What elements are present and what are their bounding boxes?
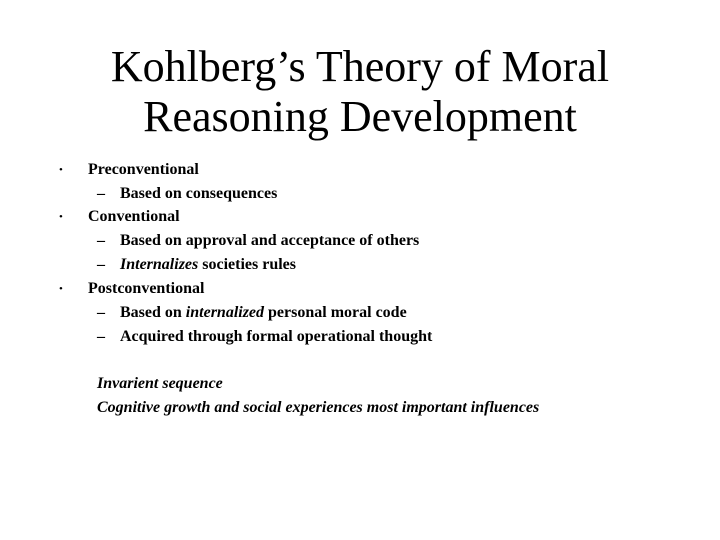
title-line-1: Kohlberg’s Theory of Moral [110, 42, 610, 91]
bullet-dot: • [59, 164, 63, 176]
sub-item [120, 303, 407, 323]
note-influences: Cognitive growth and social experiences most important influences [97, 399, 540, 416]
level-preconventional: Preconventional [88, 161, 199, 178]
bullet-dot: • [59, 211, 63, 223]
sub-item: Based on consequences [120, 185, 278, 202]
level-postconventional: Postconventional [88, 280, 205, 297]
dash-marker: – [97, 232, 105, 249]
dash-marker: – [97, 185, 105, 202]
italic-term: Internalizes [120, 256, 199, 273]
sub-item-rest: personal moral code [264, 304, 407, 321]
sub-item [120, 255, 296, 275]
note-invariant-sequence: Invarient sequence [97, 375, 223, 392]
dash-marker: – [97, 256, 105, 273]
sub-item: Based on approval and acceptance of others [120, 232, 420, 249]
level-conventional: Conventional [88, 208, 180, 225]
dash-marker: – [97, 328, 105, 345]
sub-item-start: Based on [120, 304, 186, 321]
italic-term: internalized [185, 304, 265, 321]
title-line-2: Reasoning Development [143, 92, 577, 141]
dash-marker: – [97, 304, 105, 321]
bullet-dot: • [59, 283, 63, 295]
sub-item: Acquired through formal operational thought [120, 328, 433, 345]
sub-item-rest: societies rules [198, 256, 296, 273]
